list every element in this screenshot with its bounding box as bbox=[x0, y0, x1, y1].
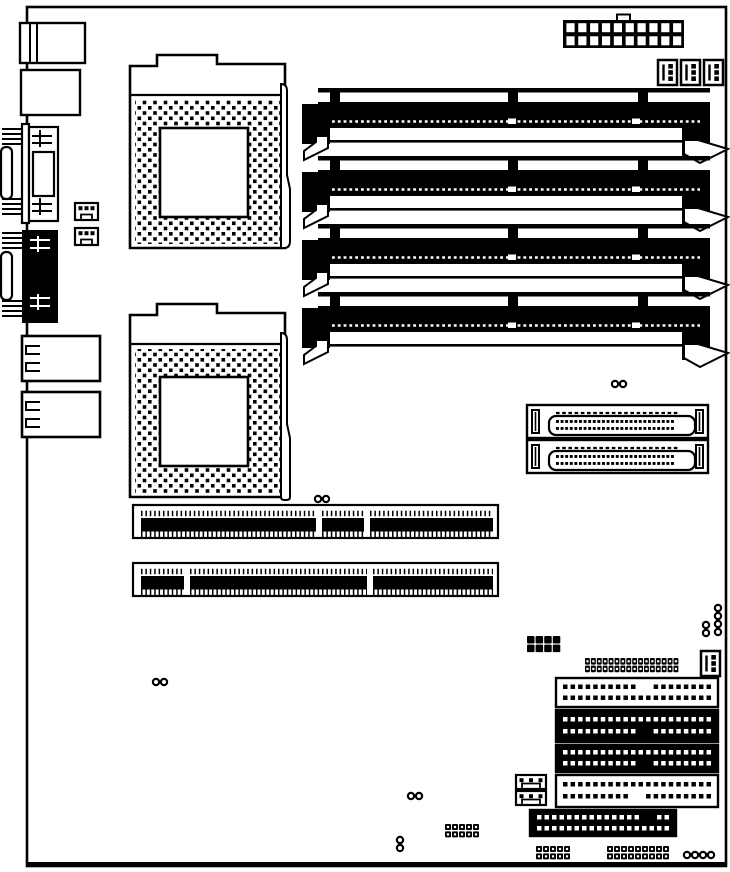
ide-connector-1 bbox=[556, 710, 718, 742]
fan-header-3 bbox=[516, 775, 546, 789]
ps2-port-stack bbox=[20, 23, 85, 63]
lan-port-2 bbox=[22, 392, 100, 437]
fan-header-1 bbox=[75, 203, 98, 220]
fan-header-4 bbox=[516, 791, 546, 805]
usb-port-block bbox=[21, 70, 80, 115]
pci-slot-2 bbox=[133, 563, 498, 596]
scsi-connector-2 bbox=[527, 440, 708, 473]
serial-port bbox=[1, 124, 58, 223]
ide-connector-3 bbox=[530, 810, 676, 836]
secondary-idc-connector bbox=[556, 775, 718, 807]
cpu-socket-1 bbox=[130, 55, 290, 248]
power-header-4 bbox=[701, 651, 720, 676]
pci-slot-1 bbox=[133, 505, 498, 538]
components-layer bbox=[1, 7, 728, 867]
floppy-connector bbox=[556, 678, 718, 707]
parallel-port bbox=[1, 230, 58, 323]
power-header-3 bbox=[704, 60, 723, 85]
power-header-1 bbox=[658, 60, 677, 85]
cpu-socket-2 bbox=[130, 304, 290, 497]
ide-connector-2 bbox=[556, 745, 718, 772]
fan-header-2 bbox=[75, 228, 98, 245]
lan-port-1 bbox=[22, 336, 100, 381]
scsi-connector-1 bbox=[527, 405, 708, 438]
small-capacitor bbox=[281, 486, 290, 500]
power-header-2 bbox=[681, 60, 700, 85]
